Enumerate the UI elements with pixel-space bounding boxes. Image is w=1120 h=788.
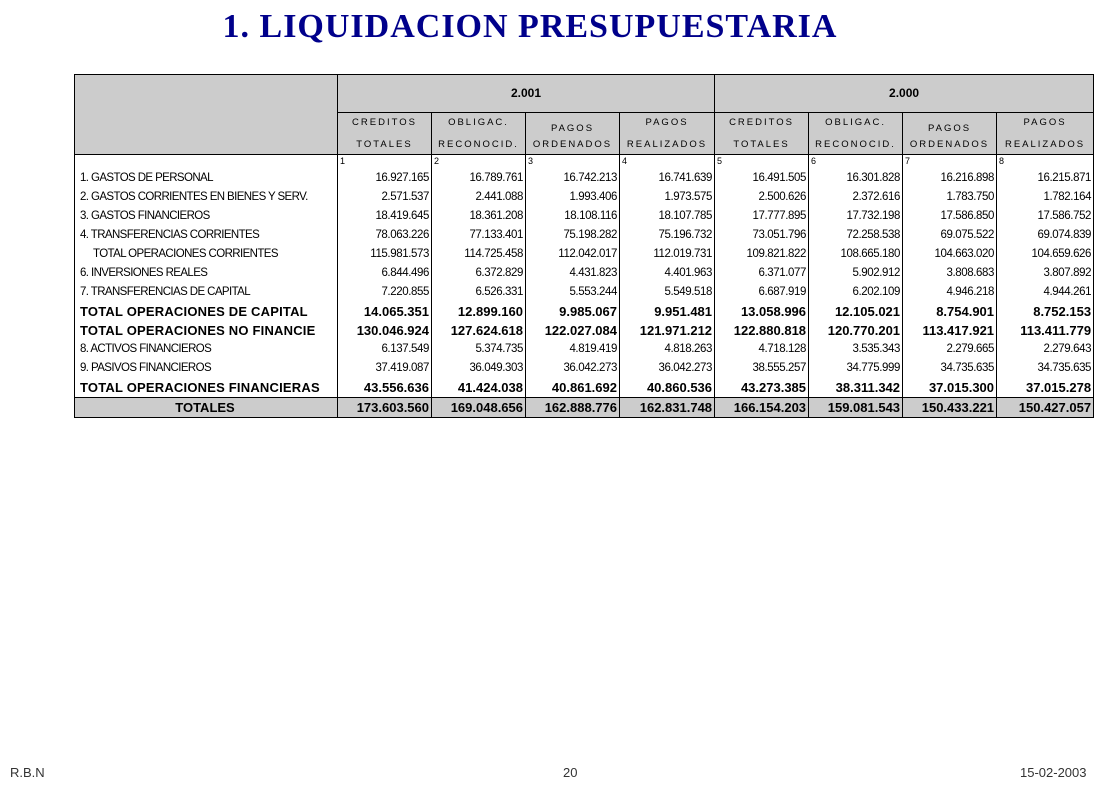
page-title: 1. LIQUIDACION PRESUPUESTARIA <box>222 8 838 45</box>
table-cell: 16.742.213 <box>526 169 620 188</box>
column-header <box>338 113 432 155</box>
column-header <box>997 113 1094 155</box>
column-header-line: CREDITOS <box>352 117 417 128</box>
table-cell: 18.107.785 <box>620 207 715 226</box>
year-header: 2.000 <box>715 75 1094 113</box>
table-cell: 122.880.818 <box>715 321 809 340</box>
table-cell: 16.741.639 <box>620 169 715 188</box>
table-cell: 17.732.198 <box>809 207 903 226</box>
column-header-line: ORDENADOS <box>909 139 990 150</box>
table-cell: 12.105.021 <box>809 302 903 321</box>
row-label: 7. TRANSFERENCIAS DE CAPITAL <box>75 283 338 302</box>
table-cell: 38.555.257 <box>715 359 809 378</box>
table-cell: 115.981.573 <box>338 245 432 264</box>
table-cell: 127.624.618 <box>432 321 526 340</box>
table-cell: 2.279.665 <box>903 340 997 359</box>
column-header <box>432 113 526 155</box>
row-label: 1. GASTOS DE PERSONAL <box>75 169 338 188</box>
table-cell: 6.844.496 <box>338 264 432 283</box>
column-number-row <box>75 155 1094 170</box>
table-cell: 41.424.038 <box>432 378 526 398</box>
column-header <box>620 113 715 155</box>
table-cell: 18.419.645 <box>338 207 432 226</box>
table-cell: 6.687.919 <box>715 283 809 302</box>
table-cell: 8.752.153 <box>997 302 1094 321</box>
row-label: 8. ACTIVOS FINANCIEROS <box>75 340 338 359</box>
column-header-line: REALIZADOS <box>626 139 708 150</box>
table-cell: 6.372.829 <box>432 264 526 283</box>
table-cell: 1.783.750 <box>903 188 997 207</box>
table-cell: 16.216.898 <box>903 169 997 188</box>
table-cell: 13.058.996 <box>715 302 809 321</box>
table-cell: 112.042.017 <box>526 245 620 264</box>
table-cell: 4.818.263 <box>620 340 715 359</box>
total-cell: 150.433.221 <box>903 398 997 418</box>
table-row <box>75 226 1094 245</box>
table-cell: 2.500.626 <box>715 188 809 207</box>
table-cell: 16.215.871 <box>997 169 1094 188</box>
table-cell: 16.927.165 <box>338 169 432 188</box>
column-header-line: OBLIGAC. <box>448 117 509 128</box>
table-cell: 4.944.261 <box>997 283 1094 302</box>
table-cell: 4.819.419 <box>526 340 620 359</box>
table-cell: 104.659.626 <box>997 245 1094 264</box>
row-label: 3. GASTOS FINANCIEROS <box>75 207 338 226</box>
table-cell: 3.535.343 <box>809 340 903 359</box>
table-cell: 109.821.822 <box>715 245 809 264</box>
table-cell: 130.046.924 <box>338 321 432 340</box>
table-cell: 69.074.839 <box>997 226 1094 245</box>
row-label: TOTALES <box>75 398 338 418</box>
table-cell: 36.042.273 <box>526 359 620 378</box>
total-cell: 162.831.748 <box>620 398 715 418</box>
column-header-line: REALIZADOS <box>1004 139 1086 150</box>
column-header-line: OBLIGAC. <box>825 117 886 128</box>
column-number: 3 <box>526 155 620 170</box>
totals-row <box>75 398 1094 418</box>
column-header-line: CREDITOS <box>729 117 794 128</box>
column-header-line: RECONOCID. <box>438 139 519 150</box>
year-header: 2.001 <box>338 75 715 113</box>
column-header-line: ORDENADOS <box>532 139 613 150</box>
row-label: 4. TRANSFERENCIAS CORRIENTES <box>75 226 338 245</box>
year-header-row <box>75 75 1094 113</box>
table-cell: 12.899.160 <box>432 302 526 321</box>
table-row <box>75 340 1094 359</box>
column-header-row <box>75 113 1094 155</box>
table-cell: 6.526.331 <box>432 283 526 302</box>
table-cell: 6.371.077 <box>715 264 809 283</box>
column-header-line: PAGOS <box>1023 117 1067 128</box>
total-cell: 166.154.203 <box>715 398 809 418</box>
table-cell: 17.586.850 <box>903 207 997 226</box>
table-cell: 36.042.273 <box>620 359 715 378</box>
total-cell: 162.888.776 <box>526 398 620 418</box>
table-cell: 5.902.912 <box>809 264 903 283</box>
table-cell: 34.775.999 <box>809 359 903 378</box>
table-cell: 121.971.212 <box>620 321 715 340</box>
column-header <box>715 113 809 155</box>
row-label: TOTAL OPERACIONES FINANCIERAS <box>75 378 338 398</box>
table-cell: 16.491.505 <box>715 169 809 188</box>
table-cell: 2.441.088 <box>432 188 526 207</box>
table-cell: 73.051.796 <box>715 226 809 245</box>
column-header-line: TOTALES <box>356 139 413 150</box>
table-cell: 1.993.406 <box>526 188 620 207</box>
footer-date: 15-02-2003 <box>1020 765 1087 780</box>
table-cell: 17.777.895 <box>715 207 809 226</box>
table-cell: 2.372.616 <box>809 188 903 207</box>
table-cell: 122.027.084 <box>526 321 620 340</box>
column-number: 5 <box>715 155 809 170</box>
table-cell: 43.273.385 <box>715 378 809 398</box>
column-number: 4 <box>620 155 715 170</box>
table-cell: 18.361.208 <box>432 207 526 226</box>
table-cell: 38.311.342 <box>809 378 903 398</box>
table-cell: 40.861.692 <box>526 378 620 398</box>
table-cell: 18.108.116 <box>526 207 620 226</box>
table-row <box>75 169 1094 188</box>
table-cell: 6.137.549 <box>338 340 432 359</box>
column-number: 1 <box>338 155 432 170</box>
table-cell: 5.553.244 <box>526 283 620 302</box>
table-cell: 1.973.575 <box>620 188 715 207</box>
table-cell: 3.808.683 <box>903 264 997 283</box>
table-cell: 113.417.921 <box>903 321 997 340</box>
table-cell: 6.202.109 <box>809 283 903 302</box>
table-row <box>75 302 1094 321</box>
column-number: 2 <box>432 155 526 170</box>
budget-table <box>74 74 1094 418</box>
table-cell: 7.220.855 <box>338 283 432 302</box>
table-cell: 37.419.087 <box>338 359 432 378</box>
table-cell: 4.431.823 <box>526 264 620 283</box>
table-cell: 43.556.636 <box>338 378 432 398</box>
row-label <box>75 155 338 170</box>
table-cell: 2.571.537 <box>338 188 432 207</box>
table-cell: 1.782.164 <box>997 188 1094 207</box>
row-label: TOTAL OPERACIONES CORRIENTES <box>75 245 338 264</box>
table-cell: 104.663.020 <box>903 245 997 264</box>
table-cell: 5.549.518 <box>620 283 715 302</box>
table-row <box>75 264 1094 283</box>
row-label: TOTAL OPERACIONES DE CAPITAL <box>75 302 338 321</box>
table-row <box>75 283 1094 302</box>
table-cell: 78.063.226 <box>338 226 432 245</box>
table-cell: 9.951.481 <box>620 302 715 321</box>
total-cell: 169.048.656 <box>432 398 526 418</box>
table-cell: 17.586.752 <box>997 207 1094 226</box>
table-cell: 4.401.963 <box>620 264 715 283</box>
table-cell: 34.735.635 <box>903 359 997 378</box>
table-cell: 75.198.282 <box>526 226 620 245</box>
column-number: 7 <box>903 155 997 170</box>
table-cell: 9.985.067 <box>526 302 620 321</box>
table-cell: 77.133.401 <box>432 226 526 245</box>
table-cell: 69.075.522 <box>903 226 997 245</box>
table-row <box>75 378 1094 398</box>
table-row <box>75 321 1094 340</box>
table-cell: 4.946.218 <box>903 283 997 302</box>
table-cell: 40.860.536 <box>620 378 715 398</box>
table-cell: 16.789.761 <box>432 169 526 188</box>
table-cell: 8.754.901 <box>903 302 997 321</box>
total-cell: 173.603.560 <box>338 398 432 418</box>
table-row <box>75 359 1094 378</box>
header-corner <box>75 75 338 113</box>
table-cell: 3.807.892 <box>997 264 1094 283</box>
table-cell: 37.015.278 <box>997 378 1094 398</box>
row-label: TOTAL OPERACIONES NO FINANCIE <box>75 321 338 340</box>
table-row <box>75 207 1094 226</box>
column-header-line: TOTALES <box>733 139 790 150</box>
table-cell: 75.196.732 <box>620 226 715 245</box>
column-number: 8 <box>997 155 1094 170</box>
column-header-line: PAGOS <box>645 117 689 128</box>
column-header <box>526 113 620 155</box>
table-cell: 16.301.828 <box>809 169 903 188</box>
table-row <box>75 188 1094 207</box>
header-corner <box>75 113 338 155</box>
table-cell: 4.718.128 <box>715 340 809 359</box>
footer-author: R.B.N <box>10 765 45 780</box>
total-cell: 150.427.057 <box>997 398 1094 418</box>
table-cell: 113.411.779 <box>997 321 1094 340</box>
column-header-line: RECONOCID. <box>815 139 896 150</box>
table-row <box>75 245 1094 264</box>
total-cell: 159.081.543 <box>809 398 903 418</box>
table-cell: 108.665.180 <box>809 245 903 264</box>
table-cell: 36.049.303 <box>432 359 526 378</box>
column-header-line: PAGOS <box>550 123 595 134</box>
column-header <box>903 113 997 155</box>
table-cell: 5.374.735 <box>432 340 526 359</box>
row-label: 6. INVERSIONES REALES <box>75 264 338 283</box>
row-label: 2. GASTOS CORRIENTES EN BIENES Y SERV. <box>75 188 338 207</box>
table-cell: 34.735.635 <box>997 359 1094 378</box>
table-cell: 120.770.201 <box>809 321 903 340</box>
table-cell: 114.725.458 <box>432 245 526 264</box>
column-number: 6 <box>809 155 903 170</box>
table-cell: 2.279.643 <box>997 340 1094 359</box>
table-cell: 37.015.300 <box>903 378 997 398</box>
table-cell: 72.258.538 <box>809 226 903 245</box>
footer-page-number: 20 <box>563 765 578 780</box>
column-header <box>809 113 903 155</box>
column-header-line: PAGOS <box>927 123 972 134</box>
table-cell: 112.019.731 <box>620 245 715 264</box>
row-label: 9. PASIVOS FINANCIEROS <box>75 359 338 378</box>
table-body <box>75 169 1094 398</box>
table-cell: 14.065.351 <box>338 302 432 321</box>
